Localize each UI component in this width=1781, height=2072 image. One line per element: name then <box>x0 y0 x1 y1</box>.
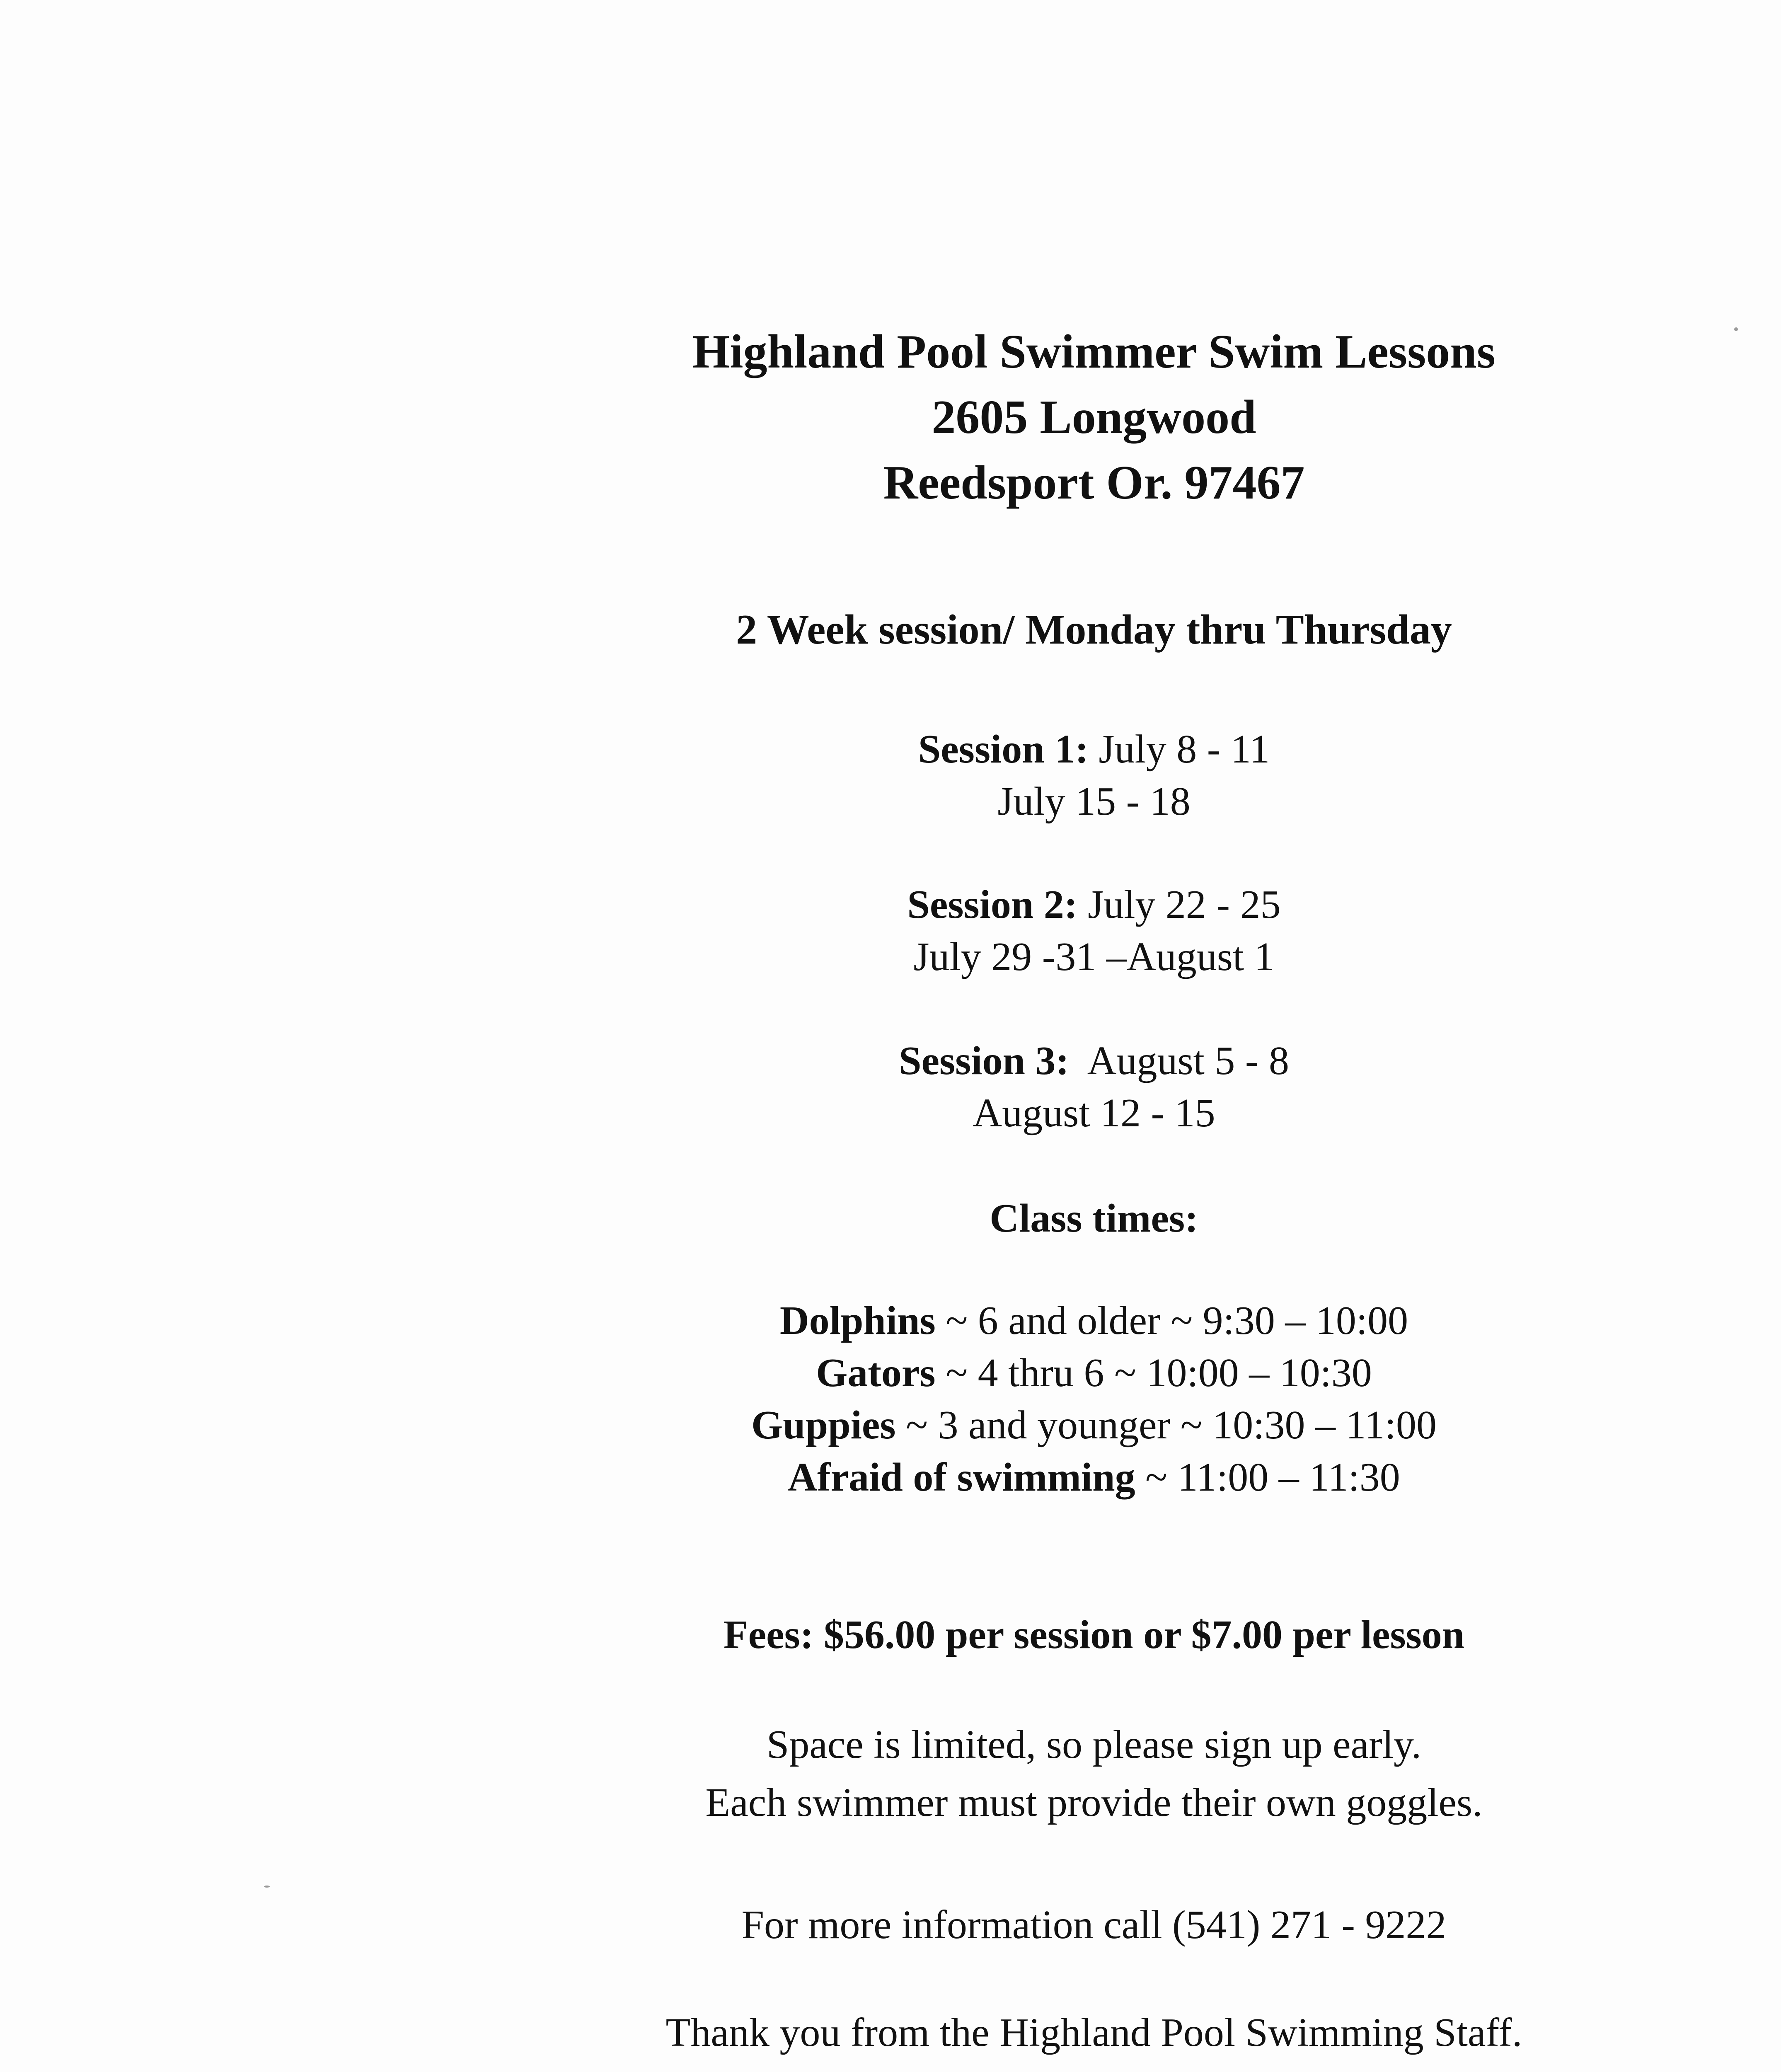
class-detail: ~ 6 and older ~ 9:30 – 10:00 <box>946 1298 1408 1343</box>
class-detail: ~ 3 and younger ~ 10:30 – 11:00 <box>906 1403 1437 1447</box>
flyer-title: Highland Pool Swimmer Swim Lessons <box>692 325 1495 378</box>
thank-you-line: Thank you from the Highland Pool Swimming Staff. <box>665 2010 1522 2055</box>
session-2 <box>613 879 1575 983</box>
address-city: Reedsport Or. 97467 <box>883 456 1305 509</box>
session-week-2: July 29 -31 –August 1 <box>913 934 1275 979</box>
session-week-1 <box>613 723 1575 775</box>
class-row-dolphins <box>613 1295 1575 1347</box>
class-detail: ~ 4 thru 6 ~ 10:00 – 10:30 <box>946 1351 1372 1395</box>
class-row-afraid <box>613 1451 1575 1503</box>
class-name: Guppies <box>751 1403 896 1447</box>
scan-speck <box>1734 327 1738 331</box>
session-week-1 <box>613 1035 1575 1087</box>
class-name: Afraid of swimming <box>788 1455 1135 1500</box>
session-dates: July 22 - 25 <box>1088 882 1281 927</box>
class-row-gators <box>613 1347 1575 1399</box>
note-goggles: Each swimmer must provide their own goggles. <box>705 1780 1483 1825</box>
class-detail: ~ 11:00 – 11:30 <box>1145 1455 1400 1500</box>
session-label: Session 1: <box>918 727 1089 772</box>
class-name: Dolphins <box>779 1298 936 1343</box>
session-3 <box>613 1035 1575 1139</box>
flyer-header <box>613 319 1575 516</box>
session-1 <box>613 723 1575 828</box>
address-street: 2605 Longwood <box>932 391 1256 444</box>
session-week-2: July 15 - 18 <box>997 779 1191 824</box>
class-times-list <box>613 1295 1575 1503</box>
fees-line: Fees: $56.00 per session or $7.00 per lesson <box>723 1612 1465 1657</box>
session-week-1 <box>613 879 1575 931</box>
class-times-heading: Class times: <box>990 1196 1198 1241</box>
session-dates: August 5 - 8 <box>1087 1038 1289 1083</box>
notes <box>613 1716 1575 1832</box>
class-row-guppies <box>613 1399 1575 1451</box>
note-space-limited: Space is limited, so please sign up early. <box>766 1722 1422 1767</box>
session-dates: July 8 - 11 <box>1099 727 1270 772</box>
class-name: Gators <box>816 1351 936 1395</box>
session-label: Session 2: <box>907 882 1078 927</box>
session-label: Session 3: <box>898 1038 1070 1083</box>
contact-info: For more information call (541) 271 - 9222 <box>741 1903 1447 1947</box>
schedule-note: 2 Week session/ Monday thru Thursday <box>736 606 1452 653</box>
scan-speck <box>264 1886 270 1888</box>
session-week-2: August 12 - 15 <box>973 1091 1215 1135</box>
